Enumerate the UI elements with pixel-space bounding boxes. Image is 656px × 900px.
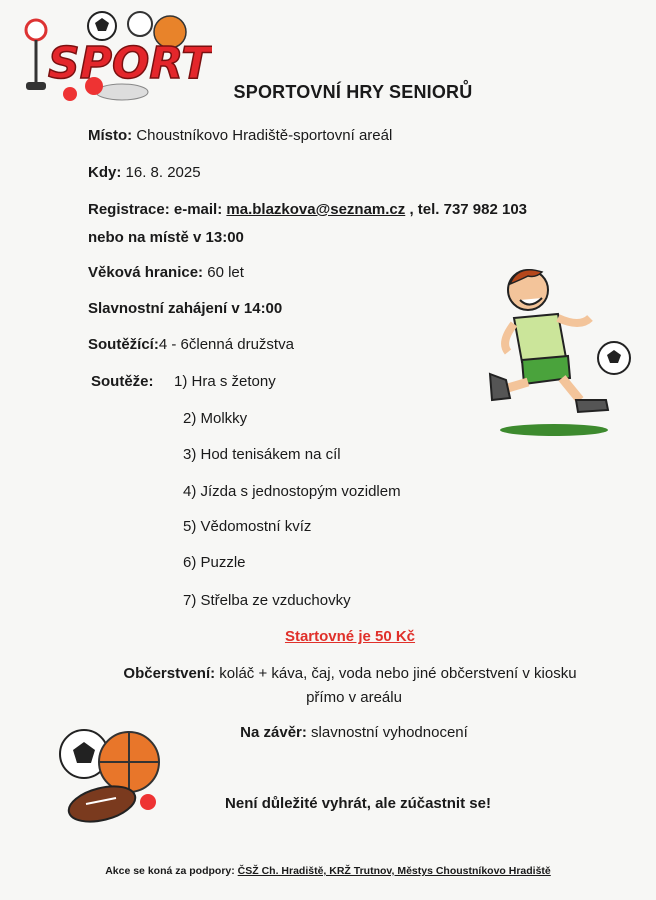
motto: Není důležité vyhrát, ale zúčastnit se!: [225, 795, 491, 812]
finale-value: slavnostní vyhodnocení: [311, 724, 468, 741]
refreshments-label: Občerstvení:: [123, 665, 216, 682]
balls-illustration: [54, 726, 164, 826]
competitors-value: 4 - 6členná družstva: [158, 336, 294, 353]
registration-line: [88, 201, 527, 218]
when-label: Kdy:: [88, 164, 122, 181]
competitors-line: [88, 336, 294, 353]
entry-fee-text: Startovné je 50 Kč: [284, 628, 416, 645]
place-value: Choustníkovo Hradiště-sportovní areál: [136, 127, 393, 144]
finale-label: Na závěr:: [240, 724, 307, 741]
age-label: Věková hranice:: [88, 264, 204, 281]
logo-text: SPORT: [48, 38, 212, 89]
when-value: 16. 8. 2025: [125, 164, 201, 181]
competitors-label: Soutěžící:: [88, 336, 159, 353]
registration-line2: nebo na místě v 13:00: [88, 229, 244, 246]
refreshments-value: koláč + káva, čaj, voda nebo jiné občerstvení v kiosku: [219, 665, 577, 682]
competition-item: 7) Střelba ze vzduchovky: [183, 592, 351, 609]
page-title: SPORTOVNÍ HRY SENIORŮ: [233, 82, 473, 102]
competitions-label: Soutěže:: [91, 373, 154, 390]
footballer-illustration: [484, 262, 632, 442]
place-line: [88, 127, 392, 144]
age-value: 60 let: [207, 264, 244, 281]
footer: [0, 865, 656, 877]
competition-item: 4) Jízda s jednostopým vozidlem: [183, 483, 401, 500]
registration-phone: , tel. 737 982 103: [409, 201, 528, 218]
opening-line: Slavnostní zahájení v 14:00: [88, 300, 283, 317]
competition-item: 2) Molkky: [183, 410, 248, 427]
competition-item: 1) Hra s žetony: [174, 373, 276, 390]
when-line: [88, 164, 201, 181]
registration-label: Registrace: e-mail:: [88, 201, 223, 218]
entry-fee: [22, 628, 656, 645]
footer-prefix: Akce se koná za podpory:: [105, 865, 238, 877]
refreshments-line: [22, 665, 656, 682]
age-line: [88, 264, 244, 281]
registration-email[interactable]: ma.blazkova@seznam.cz: [226, 201, 406, 218]
competition-item: 3) Hod tenisákem na cíl: [183, 446, 341, 463]
place-label: Místo:: [88, 127, 133, 144]
competition-item: 5) Vědomostní kvíz: [183, 518, 312, 535]
competition-item: 6) Puzzle: [183, 554, 246, 571]
footer-sponsors: ČSŽ Ch. Hradiště, KRŽ Trutnov, Městys Choustníkovo Hradiště: [237, 865, 551, 877]
refreshments-line2: přímo v areálu: [306, 689, 402, 706]
